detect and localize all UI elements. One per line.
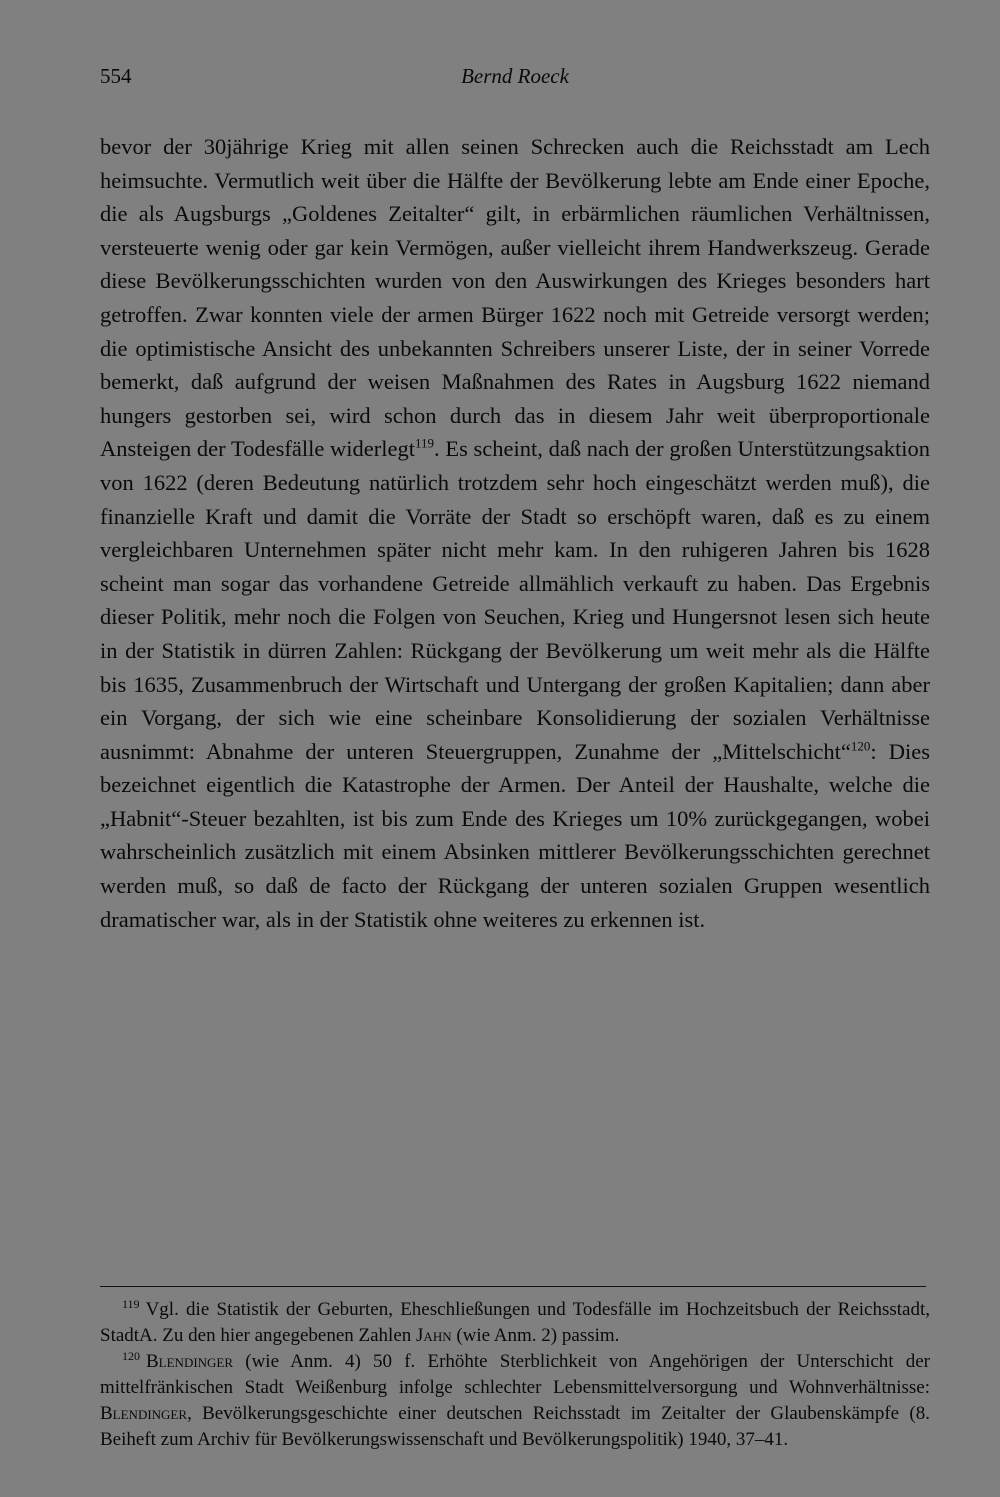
footnote-separator: [100, 1286, 926, 1287]
running-head: [100, 64, 930, 94]
body-paragraph: [100, 130, 930, 936]
body-text: [100, 130, 930, 936]
footnote-reference: 120: [850, 738, 871, 754]
book-page: [100, 0, 930, 1497]
body-text-segment: . Es scheint, daß nach der großen Unterstützungsaktion von 1622 (deren Bedeutung natürlich trotzdem sehr hoch eingeschätzt werden muß), die finanzielle Kraft und damit die Vorräte der Stadt so erschöpft waren, daß es zu einem vergleichbaren Unternehmen später nicht mehr kam. In den ruhigeren Jahren bis 1628 scheint man sogar das vorhandene Getreide allmählich verkauft zu haben. Das Ergebnis dieser Politik, mehr noch die Folgen von Seuchen, Krieg und Hungersnot lesen sich heute in der Statistik in dürren Zahlen: Rückgang der Bevölkerung um weit mehr als die Hälfte bis 1635, Zusammenbruch der Wirtschaft und Untergang der großen Kapitalien; dann aber ein Vorgang, der sich wie eine scheinbare Konsolidierung der sozialen Verhältnisse ausnimmt: Abnahme der unteren Steuergruppen, Zunahme der „Mittelschicht“: [100, 436, 931, 764]
footnote-number: 119: [122, 1296, 140, 1311]
footnote-text: , Bevölkerungsgeschichte einer deutschen Reichsstadt im Zeitalter der Glaubenskämpfe (8. Beiheft zum Archiv für Bevölkerungswissenschaft und Bevölkerungspolitik) 1940, 37–41.: [100, 1403, 930, 1450]
footnotes: [100, 1297, 930, 1453]
body-text-segment: : Dies bezeichnet eigentlich die Katastrophe der Armen. Der Anteil der Haushalte, welche die „Habnit“-Steuer bezahlten, ist bis zum Ende des Krieges um 10% zurückgegangen, wobei wahrscheinlich zusätzlich mit einem Absinken mittlerer Bevölkerungsschichten gerechnet werden muß, so daß de facto der Rückgang der unteren sozialen Gruppen wesentlich dramatischer war, als in der Statistik ohne weiteres zu erkennen ist.: [100, 738, 930, 932]
running-head-author: Bernd Roeck: [461, 64, 569, 88]
footnote-number: 120: [122, 1348, 140, 1363]
page-number: 554: [100, 64, 132, 88]
body-text-segment: bevor der 30jährige Krieg mit allen seinen Schrecken auch die Reichsstadt am Lech heimsuchte. Vermutlich weit über die Hälfte der Bevölkerung lebte am Ende einer Epoche, die als Augsburgs „Goldenes Zeitalter“ gilt, in erbärmlichen räumlichen Verhältnissen, versteuerte wenig oder gar kein Vermögen, außer vielleicht ihrem Handwerkszeug. Gerade diese Bevölkerungsschichten wurden von den Auswirkungen des Krieges besonders hart getroffen. Zwar konnten viele der armen Bürger 1622 noch mit Getreide versorgt werden; die optimistische Ansicht des unbekannten Schreibers unserer Liste, der in seiner Vorrede bemerkt, daß aufgrund der weisen Maßnahmen des Rates in Augsburg 1622 niemand hungers gestorben sei, wird schon durch das in diesem Jahr weit überproportionale Ansteigen der Todesfälle widerlegt: [100, 134, 930, 462]
cited-author: Jahn: [416, 1325, 452, 1346]
footnote-text: (wie Anm. 4) 50 f. Erhöhte Sterblichkeit von Angehörigen der Unterschicht der mittelfränkischen Stadt Weißenburg infolge schlechter Lebensmittelversorgung und Wohnverhältnisse:: [100, 1351, 930, 1398]
footnote-item: [100, 1349, 930, 1453]
footnote-text: Vgl. die Statistik der Geburten, Eheschließungen und Todesfälle im Hochzeitsbuch der Reichsstadt, StadtA. Zu den hier angegebenen Zahlen: [100, 1299, 930, 1346]
footnote-text: (wie Anm. 2) passim.: [451, 1325, 620, 1346]
footnote-item: [100, 1297, 930, 1349]
cited-author: Blendinger: [146, 1351, 234, 1372]
footnote-reference: 119: [415, 435, 435, 451]
cited-author: Blendinger: [100, 1403, 188, 1424]
